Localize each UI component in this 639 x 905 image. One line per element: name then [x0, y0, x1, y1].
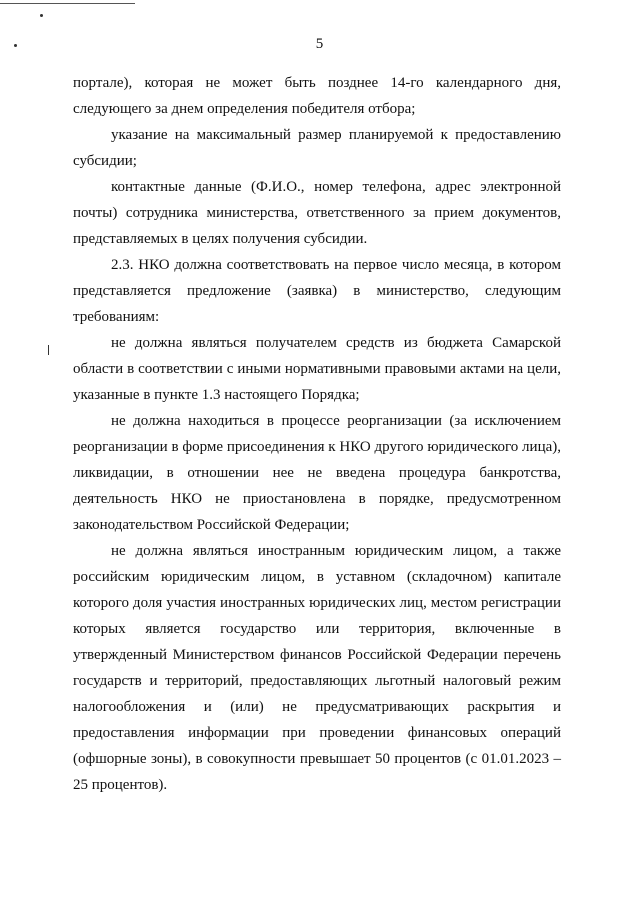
scan-speck — [48, 345, 49, 355]
scan-edge-line — [0, 3, 135, 4]
scan-speck — [40, 14, 43, 17]
paragraph: портале), которая не может быть позднее 14-го календарного дня, следующего за днем определения победителя отбора; — [73, 75, 561, 117]
paragraph: контактные данные (Ф.И.О., номер телефона, адрес электронной почты) сотрудника министерства, ответственного за прием документов, представляемых в целях получения субсидии. — [73, 179, 561, 247]
paragraph: 2.3. НКО должна соответствовать на первое число месяца, в котором представляется предложение (заявка) в министерство, следующим требованиям: — [73, 257, 561, 325]
paragraph: не должна находиться в процессе реорганизации (за исключением реорганизации в форме присоединения к НКО другого юридического лица), ликвидации, в отношении нее не введена процедура банкротства, деятельность НКО не приостановлена в порядке, предусмотренном законодательством Российской Федерации; — [73, 413, 561, 533]
paragraph: указание на максимальный размер планируемой к предоставлению субсидии; — [73, 127, 561, 169]
paragraph: не должна являться получателем средств из бюджета Самарской области в соответствии с иными нормативными правовыми актами на цели, указанные в пункте 1.3 настоящего Порядка; — [73, 335, 561, 403]
paragraph: не должна являться иностранным юридическим лицом, а также российским юридическим лицом, в уставном (складочном) капитале которого доля участия иностранных юридических лиц, местом регистрации которых является государство или территория, включенные в утвержденный Министерством финансов Российской Федерации перечень государств и территорий, предоставляющих льготный налоговый режим налогообложения и (или) не предусматривающих раскрытия и предоставления информации при проведении финансовых операций (офшорные зоны), в совокупности превышает 50 процентов (с 01.01.2023 – 25 процентов). — [73, 543, 561, 793]
document-body — [73, 70, 561, 798]
page-number: 5 — [315, 36, 324, 52]
